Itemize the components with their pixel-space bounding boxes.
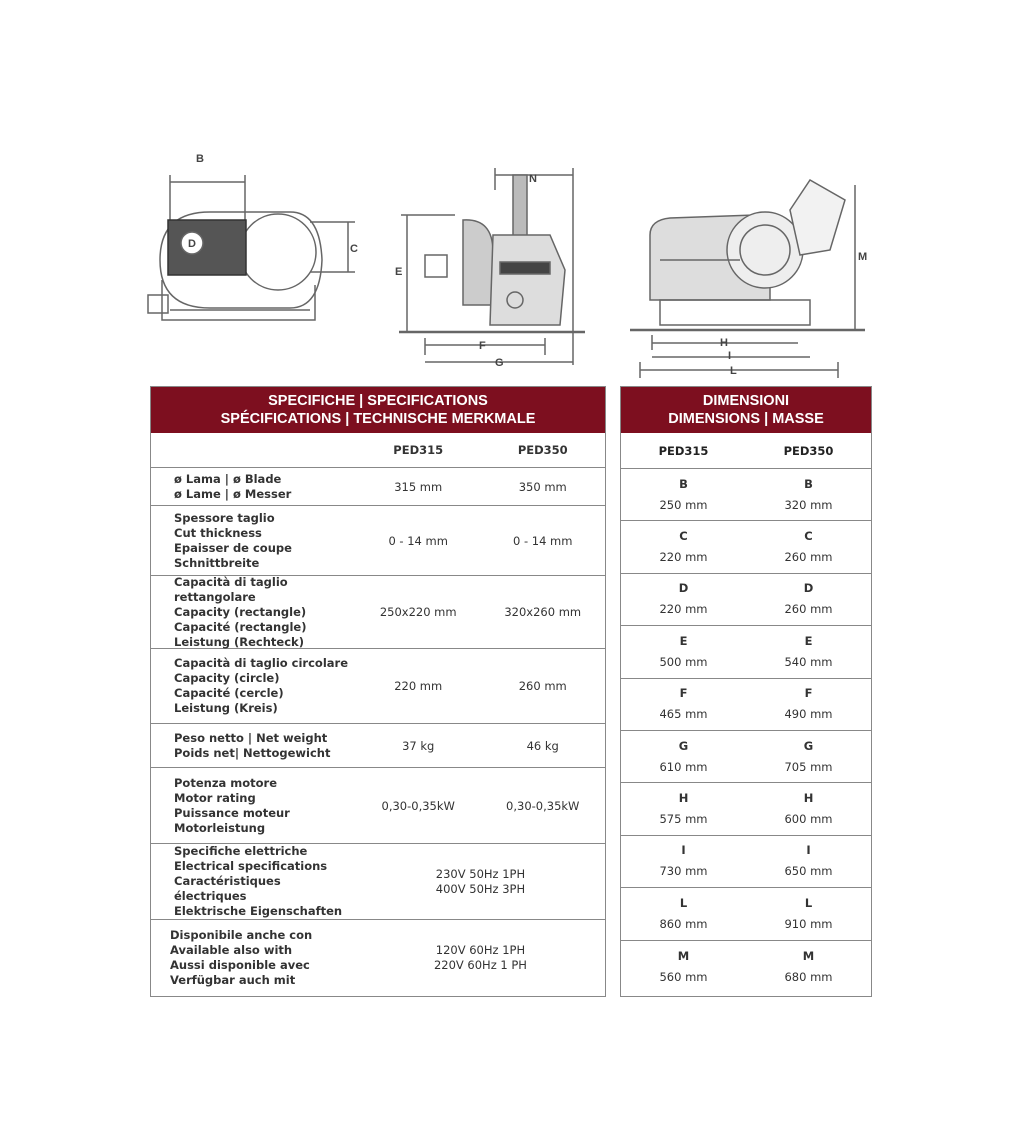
- dimension-value: 220 mm: [659, 550, 708, 565]
- spec-label-line: Motorleistung: [174, 820, 266, 835]
- spec-label-line: Disponibile anche con: [170, 928, 313, 942]
- drawing-label-n: N: [529, 173, 537, 185]
- dimensions-header-ped350: PED350: [783, 443, 834, 458]
- spec-value-ped315: 315 mm: [394, 479, 443, 494]
- drawing-label-l: L: [730, 365, 737, 377]
- dimension-cell: [746, 888, 871, 939]
- spec-label-line: Motor rating: [174, 790, 256, 805]
- spec-row-blade: [151, 468, 605, 506]
- dimension-row: [621, 679, 871, 731]
- spec-label-line: Caractéristiques électriques: [174, 874, 281, 903]
- dimension-value: 730 mm: [659, 864, 708, 879]
- spec-label-line: Capacità di taglio circolare: [174, 656, 348, 670]
- dimension-letter: E: [679, 633, 688, 648]
- spec-row-available-also: [151, 920, 605, 996]
- column-header-ped315: PED315: [393, 443, 444, 457]
- spec-label-line: Epaisser de coupe: [174, 540, 292, 555]
- specifications-header: [151, 387, 605, 433]
- spec-value-ped315: 250x220 mm: [379, 605, 457, 619]
- spec-value-ped350: 0 - 14 mm: [512, 533, 573, 548]
- specifications-title-line2: SPÉCIFICATIONS | TECHNISCHE MERKMALE: [220, 411, 536, 427]
- dimension-cell: [746, 836, 871, 887]
- specifications-title-line1: SPECIFICHE | SPECIFICATIONS: [268, 393, 488, 409]
- dimension-row: [621, 469, 871, 521]
- dimension-letter: L: [804, 895, 813, 910]
- dimension-row: [621, 941, 871, 993]
- spec-value-ped315: 220 mm: [394, 679, 443, 693]
- dimensions-header-ped315: PED315: [658, 443, 709, 458]
- dimension-cell: [746, 783, 871, 834]
- technical-drawings: [140, 140, 880, 385]
- dimension-value: 860 mm: [659, 916, 708, 931]
- dimension-value: 650 mm: [784, 864, 833, 879]
- spec-label-line: Capacité (cercle): [174, 686, 284, 700]
- drawing-label-m: M: [858, 251, 868, 263]
- side-view-drawing: [395, 140, 595, 380]
- dimension-row: [621, 836, 871, 888]
- spec-label-line: Spessore taglio: [174, 510, 275, 525]
- spec-row-net-weight: [151, 724, 605, 768]
- dimension-cell: [746, 521, 871, 572]
- dimension-letter: D: [803, 581, 814, 596]
- dimension-row: [621, 731, 871, 783]
- drawing-label-h: H: [720, 337, 728, 349]
- spec-value-ped350: 260 mm: [518, 679, 567, 693]
- available-value: 120V 60Hz 1PH: [435, 943, 526, 957]
- drawing-label-f: F: [479, 340, 486, 352]
- dimension-cell: [746, 469, 871, 520]
- dimension-cell: [621, 941, 746, 993]
- column-header-ped350: PED350: [517, 443, 568, 457]
- spec-label-line: ø Lama | ø Blade: [174, 471, 282, 486]
- spec-row-motor-rating: [151, 768, 605, 844]
- dimension-value: 500 mm: [659, 654, 708, 669]
- drawing-label-c: C: [350, 243, 358, 255]
- dimension-letter: I: [681, 843, 686, 858]
- spec-label-line: Elektrische Eigenschaften: [174, 904, 343, 918]
- spec-label-line: Peso netto | Net weight: [174, 730, 328, 745]
- dimension-value: 250 mm: [659, 497, 708, 512]
- dimension-value: 680 mm: [784, 969, 833, 984]
- spec-label-line: Puissance moteur: [174, 805, 290, 820]
- dimension-letter: B: [679, 476, 688, 491]
- spec-label-line: Capacité (rectangle): [174, 619, 307, 634]
- spec-value-ped350: 46 kg: [526, 738, 559, 753]
- spec-row-capacity-rectangle: [151, 576, 605, 649]
- dimension-cell: [746, 941, 871, 993]
- spec-label-line: Verfügbar auch mit: [170, 973, 296, 987]
- dimension-value: 575 mm: [659, 812, 708, 827]
- dimension-letter: L: [679, 895, 688, 910]
- dimension-cell: [621, 574, 746, 625]
- spec-row-electrical: [151, 844, 605, 920]
- dimension-row: [621, 626, 871, 678]
- dimensions-column-header-row: [621, 433, 871, 469]
- dimension-letter: M: [677, 948, 690, 963]
- dimension-value: 220 mm: [659, 602, 708, 617]
- spec-label-line: Aussi disponible avec: [170, 958, 310, 972]
- spec-label-line: ø Lame | ø Messer: [174, 486, 292, 501]
- dimension-cell: [746, 679, 871, 730]
- spec-value-ped350: 0,30-0,35kW: [506, 798, 580, 813]
- spec-label-line: Leistung (Kreis): [174, 701, 278, 715]
- dimension-letter: G: [803, 738, 814, 753]
- dimension-letter: E: [804, 633, 813, 648]
- dimension-letter: M: [802, 948, 815, 963]
- drawing-label-i: I: [728, 350, 732, 362]
- dimension-letter: F: [804, 686, 813, 701]
- spec-row-capacity-circle: [151, 649, 605, 724]
- dimension-value: 260 mm: [784, 550, 833, 565]
- dimension-value: 320 mm: [784, 497, 833, 512]
- spec-label-line: Poids net| Nettogewicht: [174, 745, 331, 760]
- dimension-row: [621, 888, 871, 940]
- spec-label-line: Schnittbreite: [174, 555, 260, 570]
- dimension-cell: [621, 521, 746, 572]
- spec-value-ped350: 320x260 mm: [504, 605, 582, 619]
- dimension-value: 705 mm: [784, 759, 833, 774]
- dimension-cell: [621, 469, 746, 520]
- dimension-cell: [746, 626, 871, 677]
- dimension-value: 610 mm: [659, 759, 708, 774]
- spec-label-line: Capacità di taglio rettangolare: [174, 574, 288, 604]
- spec-label-line: Capacity (circle): [174, 671, 280, 685]
- dimension-cell: [621, 731, 746, 782]
- dimension-letter: D: [678, 581, 689, 596]
- available-value: 220V 60Hz 1 PH: [433, 958, 527, 972]
- specifications-table: [150, 386, 606, 997]
- dimension-cell: [621, 836, 746, 887]
- spec-label-line: Specifiche elettriche: [174, 844, 308, 858]
- dimension-cell: [621, 888, 746, 939]
- top-view-drawing: [140, 140, 370, 340]
- spec-value-ped350: 350 mm: [518, 479, 567, 494]
- dimensions-header: [621, 387, 871, 433]
- dimension-value: 260 mm: [784, 602, 833, 617]
- dimension-letter: G: [678, 738, 689, 753]
- specifications-column-header-row: [151, 433, 605, 468]
- dimension-letter: C: [679, 529, 688, 544]
- dimension-cell: [746, 731, 871, 782]
- drawing-label-d: D: [188, 238, 196, 250]
- spec-label-line: Available also with: [170, 943, 293, 957]
- dimension-row: [621, 574, 871, 626]
- dimension-row: [621, 783, 871, 835]
- dimension-value: 490 mm: [784, 707, 833, 722]
- dimension-cell: [621, 783, 746, 834]
- dimensions-title-line1: DIMENSIONI: [702, 393, 790, 409]
- spec-label-line: Leistung (Rechteck): [174, 634, 304, 649]
- dimension-value: 600 mm: [784, 812, 833, 827]
- dimension-letter: C: [804, 529, 813, 544]
- drawing-label-e: E: [395, 266, 403, 278]
- dimension-value: 465 mm: [659, 707, 708, 722]
- dimension-value: 910 mm: [784, 916, 833, 931]
- dimension-cell: [621, 679, 746, 730]
- dimension-letter: H: [803, 791, 814, 806]
- dimension-letter: F: [679, 686, 688, 701]
- spec-label-line: Potenza motore: [174, 775, 278, 790]
- dimension-row: [621, 521, 871, 573]
- spec-label-line: Cut thickness: [174, 525, 262, 540]
- spec-row-cut-thickness: [151, 506, 605, 576]
- drawing-label-b: B: [196, 153, 204, 165]
- spec-value-ped315: 37 kg: [402, 738, 435, 753]
- spec-label-line: Capacity (rectangle): [174, 604, 307, 619]
- front-view-drawing: [620, 140, 880, 385]
- electrical-value: 230V 50Hz 1PH: [435, 866, 526, 881]
- dimension-cell: [621, 626, 746, 677]
- drawing-label-g: G: [495, 357, 504, 369]
- dimension-letter: B: [804, 476, 813, 491]
- dimension-value: 540 mm: [784, 654, 833, 669]
- dimension-letter: H: [678, 791, 689, 806]
- electrical-value: 400V 50Hz 3PH: [435, 881, 526, 896]
- spec-label-line: Electrical specifications: [174, 859, 328, 873]
- dimensions-title-line2: DIMENSIONS | MASSE: [668, 411, 824, 427]
- dimension-letter: I: [806, 843, 811, 858]
- dimensions-table: [620, 386, 872, 997]
- dimension-cell: [746, 574, 871, 625]
- spec-value-ped315: 0,30-0,35kW: [381, 798, 455, 813]
- spec-value-ped315: 0 - 14 mm: [388, 533, 448, 548]
- dimension-value: 560 mm: [659, 969, 708, 984]
